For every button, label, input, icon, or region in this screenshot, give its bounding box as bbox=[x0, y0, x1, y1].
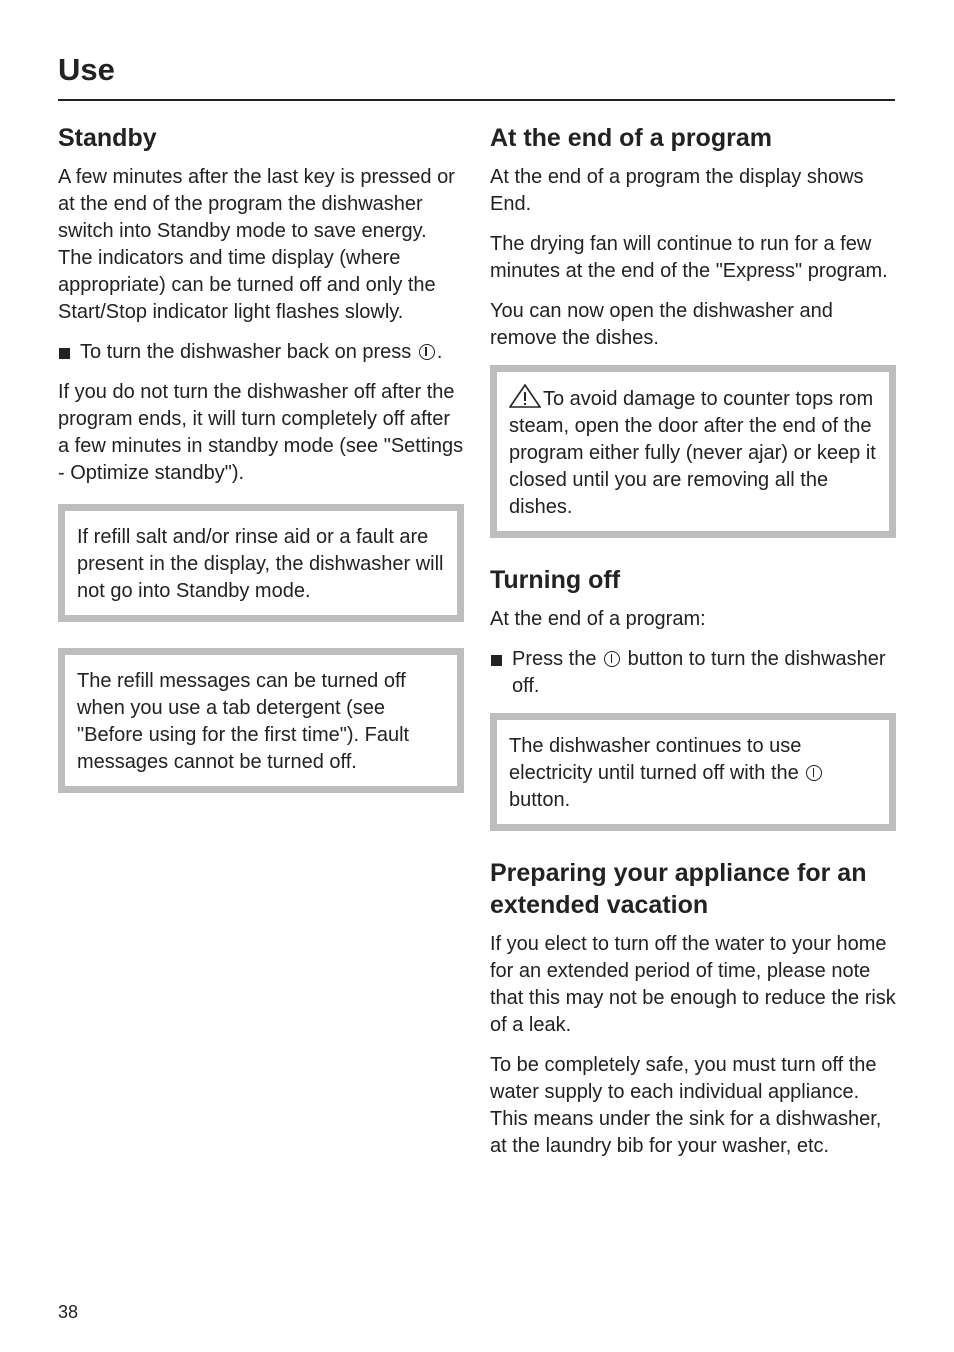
standby-note-box-2 bbox=[58, 648, 464, 793]
bullet-square-icon bbox=[59, 348, 70, 359]
warning-box bbox=[490, 365, 896, 538]
turning-off-bullet bbox=[490, 646, 896, 700]
standby-note-2: The refill messages can be turned off when you use a tab detergent (see "Before using for the first time"). Fault messages cannot be turned off. bbox=[77, 670, 410, 773]
end-of-program-paragraph-3: You can now open the dishwasher and remove the dishes. bbox=[490, 300, 833, 349]
turning-off-bullet-pre: Press the bbox=[512, 648, 597, 670]
end-of-program-paragraph-1: At the end of a program the display shows End. bbox=[490, 166, 864, 215]
standby-paragraph-1: A few minutes after the last key is pressed or at the end of the program the dishwasher switch into Standby mode to save energy. The indicators and time display (where appropriate) can be turned off and only the Start/Stop indicator light flashes slowly. bbox=[58, 166, 455, 323]
turning-off-heading: Turning off bbox=[490, 566, 621, 594]
vacation-paragraph-1: If you elect to turn off the water to your home for an extended period of time, please note that this may not be enough to reduce the risk of a leak. bbox=[490, 933, 896, 1036]
turning-off-paragraph-1: At the end of a program: bbox=[490, 608, 706, 630]
end-of-program-paragraph-2: The drying fan will continue to run for a few minutes at the end of the "Express" program. bbox=[490, 233, 888, 282]
standby-bullet bbox=[58, 339, 464, 366]
warning-paragraph bbox=[509, 384, 877, 521]
turning-off-note-post: button. bbox=[509, 789, 571, 811]
standby-note-1: If refill salt and/or rinse aid or a fault are present in the display, the dishwasher will not go into Standby mode. bbox=[77, 526, 444, 602]
standby-bullet-end: . bbox=[436, 341, 443, 363]
right-column bbox=[490, 122, 896, 1173]
left-column bbox=[58, 122, 464, 819]
power-button-icon bbox=[806, 765, 822, 781]
turning-off-note-box bbox=[490, 713, 896, 831]
warning-text: To avoid damage to counter tops rom steam, open the door after the end of the program either fully (never ajar) or keep it closed until you are removing all the dishes. bbox=[509, 388, 876, 518]
title-divider bbox=[58, 99, 895, 101]
standby-heading: Standby bbox=[58, 124, 157, 152]
standby-paragraph-2: If you do not turn the dishwasher off after the program ends, it will turn completely off after a few minutes in standby mode (see "Settings - Optimize standby"). bbox=[58, 381, 464, 484]
end-of-program-heading: At the end of a program bbox=[490, 124, 772, 152]
turning-off-note bbox=[509, 733, 877, 814]
standby-bullet-text: To turn the dishwasher back on press bbox=[80, 341, 412, 363]
vacation-heading: Preparing your appliance for an extended vacation bbox=[490, 859, 867, 919]
power-button-icon bbox=[419, 344, 435, 360]
page-title: Use bbox=[58, 52, 115, 87]
warning-triangle-icon bbox=[509, 384, 541, 408]
bullet-square-icon bbox=[491, 655, 502, 666]
page-number: 38 bbox=[58, 1302, 79, 1322]
turning-off-note-pre: The dishwasher continues to use electricity until turned off with the bbox=[509, 735, 802, 784]
power-button-icon bbox=[604, 651, 620, 667]
vacation-paragraph-2: To be completely safe, you must turn off the water supply to each individual appliance. This means under the sink for a dishwasher, at the laundry bib for your washer, etc. bbox=[490, 1054, 882, 1157]
standby-note-box-1 bbox=[58, 504, 464, 622]
turning-off-bullet-post: button to turn the dishwasher off. bbox=[512, 648, 886, 697]
